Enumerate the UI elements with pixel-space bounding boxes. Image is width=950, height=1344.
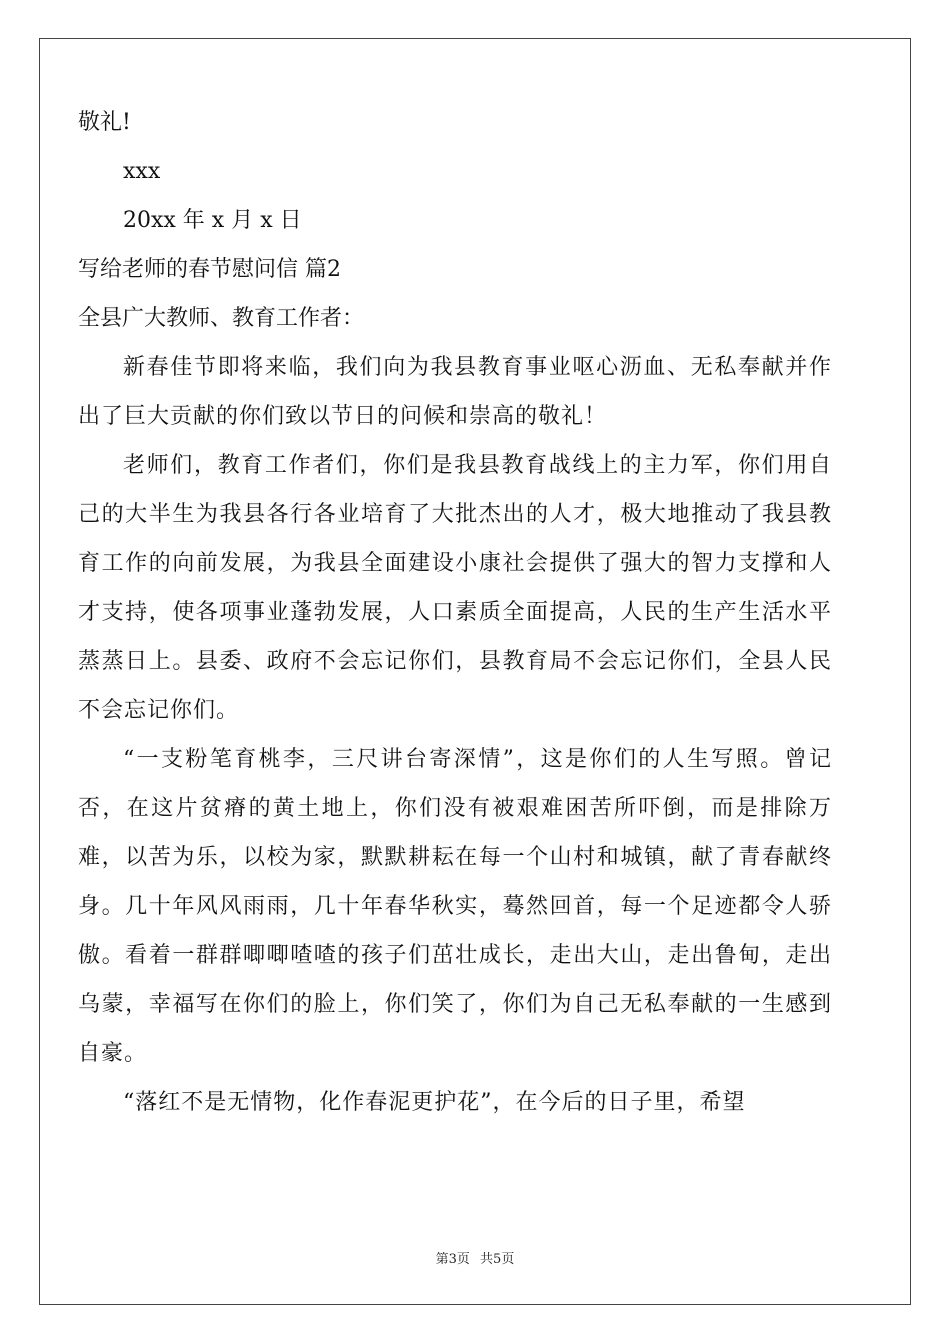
document-body xyxy=(78,98,832,1127)
body-paragraph-4: “落红不是无情物，化作春泥更护花”，在今后的日子里，希望 xyxy=(123,1090,746,1115)
body-paragraph-2: 老师们，教育工作者们，你们是我县教育战线上的主力军，你们用自己的大半生为我县各行各业培育了大批杰出的人才，极大地推动了我县教育工作的向前发展，为我县全面建设小康社会提供了强大的智力支撑和人才支持，使各项事业蓬勃发展，人口素质全面提高，人民的生产生活水平蒸蒸日上。县委、政府不会忘记你们，县教育局不会忘记你们，全县人民不会忘记你们。 xyxy=(78,453,832,723)
date-line: 20xx 年 x 月 x 日 xyxy=(123,208,302,233)
section-title: 写给老师的春节慰问信 篇2 xyxy=(78,257,341,282)
salutation-line: 全县广大教师、教育工作者： xyxy=(78,306,365,331)
body-paragraph-3: “一支粉笔育桃李，三尺讲台寄深情”，这是你们的人生写照。曾记否，在这片贫瘠的黄土地上，你们没有被艰难困苦所吓倒，而是排除万难，以苦为乐，以校为家，默默耕耘在每一个山村和城镇，献了青春献终身。几十年风风雨雨，几十年春华秋实，蓦然回首，每一个足迹都令人骄傲。看着一群群唧唧喳喳的孩子们茁壮成长，走出大山，走出鲁甸，走出乌蒙，幸福写在你们的脸上，你们笑了，你们为自己无私奉献的一生感到自豪。 xyxy=(78,747,832,1066)
signature-line: xxx xyxy=(123,159,161,184)
closing-line: 敬礼! xyxy=(78,110,131,135)
page-number-footer: 第3页 共5页 xyxy=(435,1252,515,1267)
body-paragraph-1: 新春佳节即将来临，我们向为我县教育事业呕心沥血、无私奉献并作出了巨大贡献的你们致以节日的问候和崇高的敬礼！ xyxy=(78,355,832,429)
